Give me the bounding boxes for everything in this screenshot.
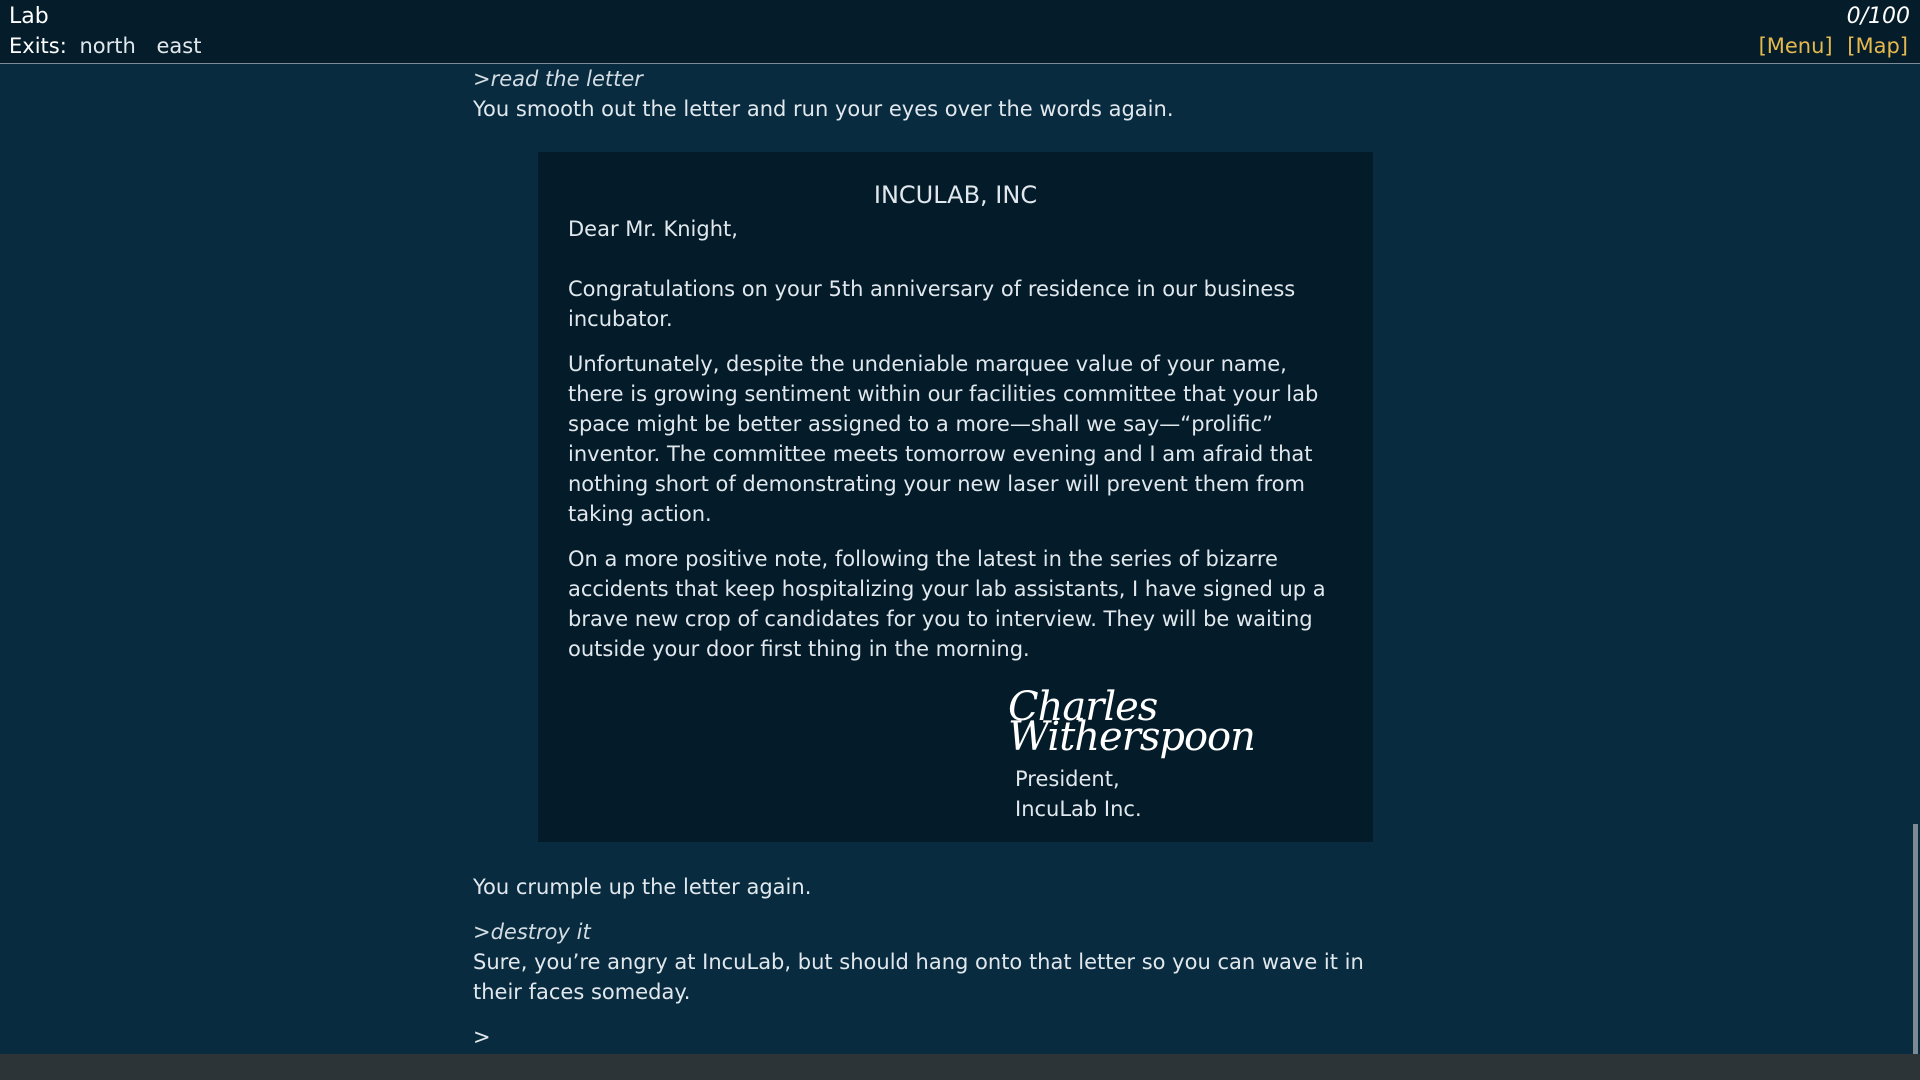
response-text: You smooth out the letter and run your eyes over the words again. bbox=[473, 97, 1174, 121]
response-text: Sure, you’re angry at IncuLab, but should hang onto that letter so you can wave it in their faces someday. bbox=[473, 950, 1364, 1004]
scrollbar[interactable] bbox=[1910, 64, 1920, 1054]
response-text: You crumple up the letter again. bbox=[473, 875, 812, 899]
transcript bbox=[473, 64, 1413, 1052]
letter-paragraph: Congratulations on your 5th anniversary of residence in our business incubator. bbox=[568, 277, 1296, 331]
letter-panel bbox=[538, 152, 1373, 842]
exit-east-link[interactable]: east bbox=[156, 34, 202, 58]
command-echo: >read the letter bbox=[473, 67, 643, 91]
menu-link[interactable]: [Menu] bbox=[1758, 34, 1833, 58]
signature-title-line: President, bbox=[1015, 767, 1120, 791]
map-link[interactable]: [Map] bbox=[1847, 34, 1908, 58]
command-echo: >destroy it bbox=[473, 920, 591, 944]
status-bar bbox=[0, 0, 1920, 64]
exits-list bbox=[9, 34, 215, 58]
after-letter bbox=[473, 872, 1413, 1052]
letter-paragraph: Unfortunately, despite the undeniable marquee value of your name, there is growing sentiment within our facilities committee that your lab space might be better assigned to a more—shall we say—“prolific” inventor. The committee meets tomorrow evening and I am afraid that nothing short of demonstrating your new laser will prevent them from taking action. bbox=[568, 352, 1319, 526]
exit-north-link[interactable]: north bbox=[79, 34, 136, 58]
top-links bbox=[1751, 34, 1908, 58]
letter-greeting: Dear Mr. Knight, bbox=[568, 217, 738, 241]
scrollbar-thumb[interactable] bbox=[1913, 824, 1918, 1054]
location-name: Lab bbox=[9, 4, 49, 29]
signature: Charles Witherspoon bbox=[1008, 684, 1255, 760]
bottom-bar bbox=[0, 1054, 1920, 1080]
signature-company-line: IncuLab Inc. bbox=[1015, 797, 1142, 821]
letter-paragraph: On a more positive note, following the latest in the series of bizarre accidents that keep hospitalizing your lab assistants, I have signed up a brave new crop of candidates for you to interview. They will be waiting outside your door first thing in the morning. bbox=[568, 547, 1326, 661]
command-prompt[interactable]: > bbox=[473, 1025, 491, 1049]
letter-heading: INCULAB, INC bbox=[873, 181, 1038, 209]
score-display: 0/100 bbox=[1846, 4, 1910, 29]
exits-label: Exits: bbox=[9, 34, 67, 58]
signature-title bbox=[1015, 764, 1142, 824]
